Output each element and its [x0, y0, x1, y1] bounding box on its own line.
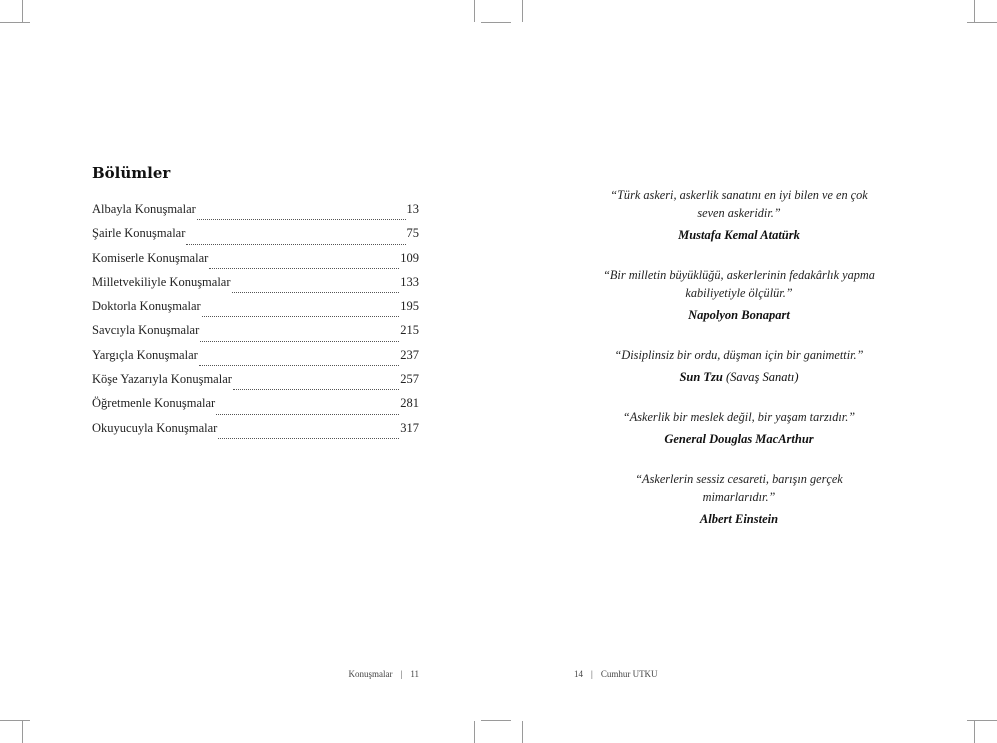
toc-entry-page: 195 [400, 299, 419, 314]
running-author: Cumhur UTKU [600, 669, 658, 679]
toc-entry[interactable] [92, 323, 419, 347]
quote-block [598, 186, 880, 243]
quote-author [598, 227, 880, 243]
quote-source-note: (Savaş Sanatı) [726, 370, 799, 384]
toc-entry[interactable] [92, 226, 419, 250]
toc-entry-label: Milletvekiliyle Konuşmalar [92, 274, 231, 289]
toc-entry-label: Okuyucuyla Konuşmalar [92, 420, 218, 435]
quote-author [598, 431, 880, 447]
toc-entry-label: Köşe Yazarıyla Konuşmalar [92, 372, 232, 387]
quote-author [598, 511, 880, 527]
quote-author [598, 307, 880, 323]
quote-block [598, 470, 880, 527]
toc-entry[interactable] [92, 202, 419, 226]
right-page-footer [574, 669, 658, 679]
toc-leader-dots [186, 243, 405, 245]
footer-separator: | [400, 669, 403, 679]
toc-entry[interactable] [92, 348, 419, 372]
quote-block [598, 266, 880, 323]
right-page [498, 0, 997, 743]
toc-leader-dots [209, 267, 399, 269]
toc-leader-dots [233, 388, 399, 390]
quote-author [598, 369, 880, 385]
toc-entry-label: Komiserle Konuşmalar [92, 250, 209, 265]
toc-leader-dots [197, 218, 406, 220]
footer-separator: | [591, 669, 593, 679]
toc-entry-label: Savcıyla Konuşmalar [92, 323, 200, 338]
toc-leader-dots [216, 413, 399, 415]
quote-text: “Askerlik bir meslek değil, bir yaşam tarzıdır.” [622, 410, 856, 424]
quote-author-name: Albert Einstein [699, 512, 779, 526]
toc-entry-page: 109 [400, 250, 419, 265]
epigraph-quotes [598, 186, 880, 550]
toc-leader-dots [218, 437, 399, 439]
toc-leader-dots [232, 291, 400, 293]
quote-text: “Bir milletin büyüklüğü, askerlerinin fedakârlık yapma kabiliyetiyle ölçülür.” [603, 268, 875, 300]
toc-leader-dots [202, 315, 400, 317]
page-number: 11 [410, 669, 419, 679]
quote-author-name: Napolyon Bonapart [688, 308, 790, 322]
quote-text: “Türk askeri, askerlik sanatını en iyi bilen ve en çok seven askeridir.” [610, 188, 868, 220]
left-page-footer [349, 669, 419, 679]
toc-entry[interactable] [92, 421, 419, 445]
toc-entry-page: 215 [400, 323, 419, 338]
toc-entry[interactable] [92, 299, 419, 323]
toc-entry-page: 317 [400, 420, 419, 435]
toc-entry-page: 237 [400, 347, 419, 362]
toc-entry-label: Albayla Konuşmalar [92, 202, 196, 216]
quote-block [598, 408, 880, 447]
quote-block [598, 346, 880, 385]
toc-leader-dots [200, 340, 399, 342]
toc-entry-page: 75 [406, 226, 419, 241]
toc-entry[interactable] [92, 396, 419, 420]
quote-author-name: Mustafa Kemal Atatürk [678, 228, 800, 242]
toc-title: Bölümler [92, 164, 171, 182]
toc-entry-page: 133 [400, 274, 419, 289]
toc-entry-label: Şairle Konuşmalar [92, 226, 186, 241]
toc-leader-dots [199, 364, 399, 366]
quote-author-name: Sun Tzu [679, 370, 723, 384]
page-number: 14 [574, 669, 583, 679]
toc-entry-label: Yargıçla Konuşmalar [92, 347, 198, 362]
quote-author-name: General Douglas MacArthur [664, 432, 814, 446]
toc-entry-label: Öğretmenle Konuşmalar [92, 396, 216, 411]
running-title: Konuşmalar [348, 669, 393, 679]
toc-entry[interactable] [92, 275, 419, 299]
toc-entry[interactable] [92, 251, 419, 275]
left-page [0, 0, 498, 743]
quote-text: “Askerlerin sessiz cesareti, barışın gerçek mimarlarıdır.” [635, 472, 843, 504]
quote-text: “Disiplinsiz bir ordu, düşman için bir ganimettir.” [614, 348, 864, 362]
toc-entry-label: Doktorla Konuşmalar [92, 299, 201, 314]
table-of-contents [92, 202, 419, 445]
toc-entry[interactable] [92, 372, 419, 396]
toc-entry-page: 281 [400, 396, 419, 411]
toc-entry-page: 257 [400, 372, 419, 387]
toc-entry-page: 13 [406, 202, 419, 216]
